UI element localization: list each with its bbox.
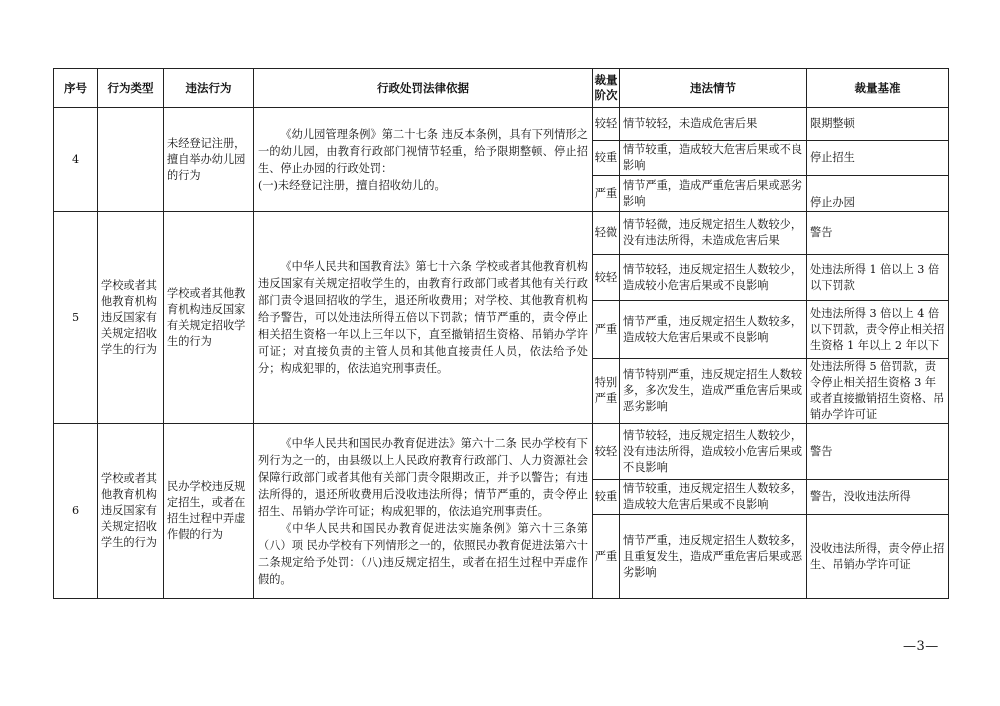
table-header-row xyxy=(54,69,949,108)
row-seq: 4 xyxy=(54,108,98,212)
header-basis: 行政处罚法律依据 xyxy=(254,69,593,108)
row-circumstance: 情节严重，违反规定招生人数较多，且重复发生，造成严重危害后果或恶劣影响 xyxy=(620,515,807,599)
basis-paragraph: 《中华人民共和国教育法》第七十六条 学校或者其他教育机构违反国家有关规定招收学生的，由教育行政部门或者其他有关行政部门责令退回招收的学生，退还所收费用；对学校、其他教育机构给予警告，可以处违法所得五倍以下罚款；情节严重的，责令停止相关招生资格一年以上三年以下，直至撤销招生资格、吊销办学许可证；对直接负责的主管人员和其他直接责任人员，依法给予处分；构成犯罪的，依法追究刑事责任。 xyxy=(258,260,588,375)
row-level: 严重 xyxy=(593,176,620,212)
table-row xyxy=(54,424,949,480)
row-level: 严重 xyxy=(593,515,620,599)
row-basis xyxy=(254,212,593,424)
row-basis xyxy=(254,108,593,212)
row-standard: 处违法所得 1 倍以上 3 倍以下罚款 xyxy=(807,255,949,301)
row-act: 民办学校违反规定招生，或者在招生过程中弄虚作假的行为 xyxy=(164,424,254,599)
row-circumstance: 情节轻微，违反规定招生人数较少，没有违法所得，未造成危害后果 xyxy=(620,212,807,255)
page-number: —3— xyxy=(903,639,939,654)
row-act: 学校或者其他教育机构违反国家有关规定招收学生的行为 xyxy=(164,212,254,424)
row-basis xyxy=(254,424,593,599)
header-seq: 序号 xyxy=(54,69,98,108)
row-type: 学校或者其他教育机构违反国家有关规定招收学生的行为 xyxy=(98,424,164,599)
row-circumstance: 情节较轻，未造成危害后果 xyxy=(620,108,807,141)
row-standard: 警告 xyxy=(807,212,949,255)
header-act: 违法行为 xyxy=(164,69,254,108)
header-circumstance: 违法情节 xyxy=(620,69,807,108)
row-level: 较轻 xyxy=(593,108,620,141)
row-circumstance: 情节严重，造成严重危害后果或恶劣影响 xyxy=(620,176,807,212)
row-standard: 警告 xyxy=(807,424,949,480)
row-standard: 处违法所得 5 倍罚款，责令停止相关招生资格 3 年或者直接撤销招生资格、吊销办学许可证 xyxy=(807,359,949,424)
table-row xyxy=(54,108,949,141)
row-standard: 处违法所得 3 倍以上 4 倍以下罚款，责令停止相关招生资格 1 年以上 2 年以下 xyxy=(807,301,949,359)
row-circumstance: 情节较轻，违反规定招生人数较少，造成较小危害后果或不良影响 xyxy=(620,255,807,301)
row-circumstance: 情节特别严重，违反规定招生人数较多，多次发生，造成严重危害后果或恶劣影响 xyxy=(620,359,807,424)
table-row xyxy=(54,212,949,255)
row-level: 较重 xyxy=(593,480,620,515)
row-level: 较轻 xyxy=(593,424,620,480)
row-type xyxy=(98,108,164,212)
row-level: 较重 xyxy=(593,141,620,176)
row-circumstance: 情节较轻，违反规定招生人数较少，没有违法所得，造成较小危害后果或不良影响 xyxy=(620,424,807,480)
row-level: 较轻 xyxy=(593,255,620,301)
row-seq: 5 xyxy=(54,212,98,424)
basis-paragraph: 《中华人民共和国民办教育促进法》第六十二条 民办学校有下列行为之一的，由县级以上人民政府教育行政部门、人力资源社会保障行政部门或者其他有关部门责令限期改正，并予以警告；有违法所得的，退还所收费用后没收违法所得；情节严重的，责令停止招生、吊销办学许可证；构成犯罪的，依法追究刑事责任。 xyxy=(258,436,588,518)
header-standard: 裁量基准 xyxy=(807,69,949,108)
row-circumstance: 情节严重，违反规定招生人数较多，造成较大危害后果或不良影响 xyxy=(620,301,807,359)
row-level: 严重 xyxy=(593,301,620,359)
basis-paragraph: 《中华人民共和国民办教育促进法实施条例》第六十三条第（八）项 民办学校有下列情形之一的，依照民办教育促进法第六十二条规定给予处罚：（八)违反规定招生，或者在招生过程中弄虚作假的。 xyxy=(258,521,588,586)
row-standard: 没收违法所得，责令停止招生、吊销办学许可证 xyxy=(807,515,949,599)
row-standard: 停止办园 xyxy=(807,176,949,212)
row-type: 学校或者其他教育机构违反国家有关规定招收学生的行为 xyxy=(98,212,164,424)
row-standard: 警告，没收违法所得 xyxy=(807,480,949,515)
row-act: 未经登记注册，擅自举办幼儿园的行为 xyxy=(164,108,254,212)
row-circumstance: 情节较重，造成较大危害后果或不良影响 xyxy=(620,141,807,176)
row-seq: 6 xyxy=(54,424,98,599)
basis-paragraph: 《幼儿园管理条例》第二十七条 违反本条例，具有下列情形之一的幼儿园，由教育行政部门视情节轻重，给予限期整顿、停止招生、停止办园的行政处罚： xyxy=(258,127,588,175)
penalty-table-page xyxy=(53,68,948,599)
penalty-discretion-table xyxy=(53,68,949,599)
row-circumstance: 情节较重，违反规定招生人数较多，造成较大危害后果或不良影响 xyxy=(620,480,807,515)
header-level: 裁量 阶次 xyxy=(593,69,620,108)
row-standard: 限期整顿 xyxy=(807,108,949,141)
row-standard: 停止招生 xyxy=(807,141,949,176)
basis-paragraph: (一)未经登记注册，擅自招收幼儿的。 xyxy=(258,178,446,192)
row-level: 轻微 xyxy=(593,212,620,255)
header-type: 行为类型 xyxy=(98,69,164,108)
row-level: 特别 严重 xyxy=(593,359,620,424)
